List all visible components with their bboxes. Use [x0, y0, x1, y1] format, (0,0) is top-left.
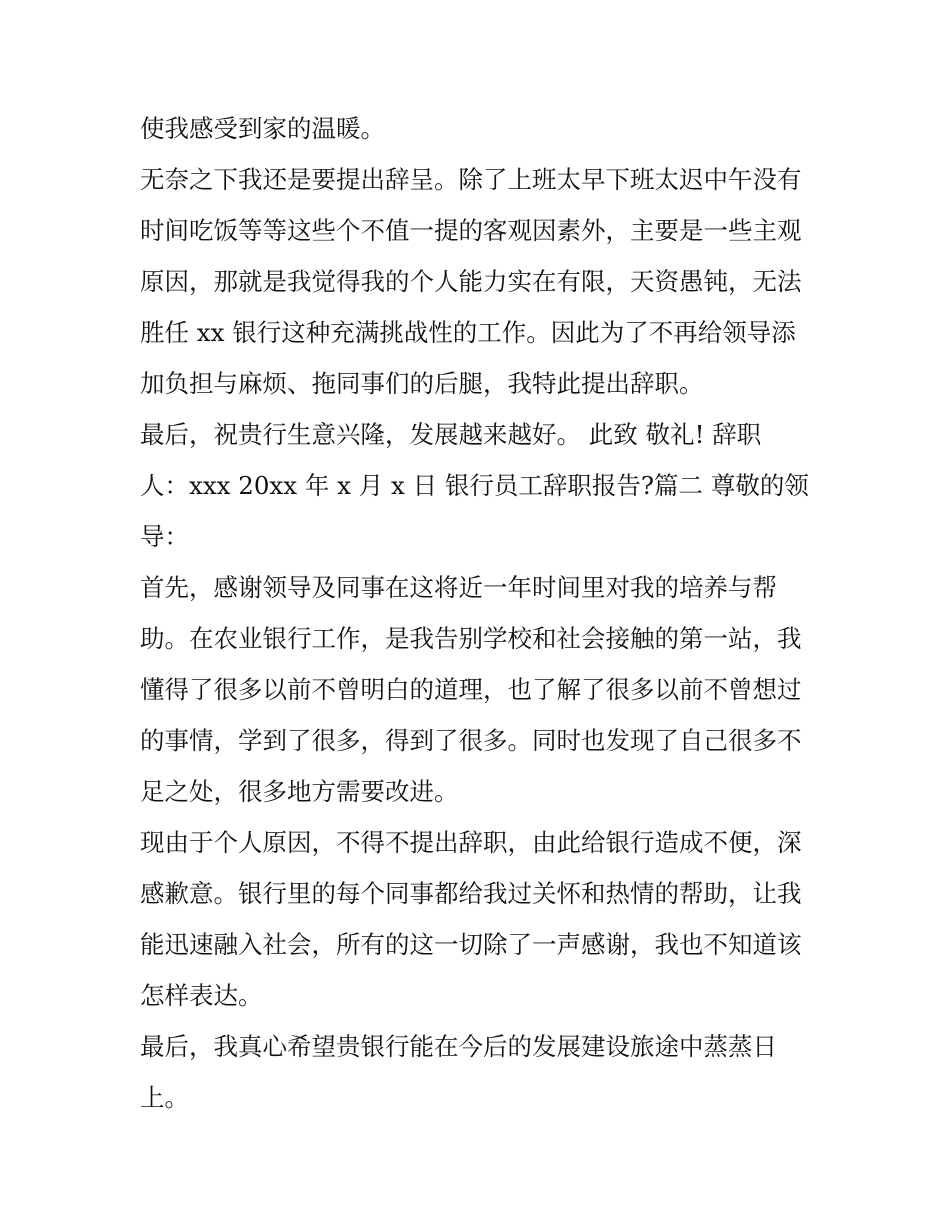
text-line: 助。在农业银行工作，是我告别学校和社会接触的第一站，我	[140, 624, 802, 653]
text-line: 上。	[140, 1083, 189, 1112]
text-line: 加负担与麻烦、拖同事们的后腿，我特此提出辞职。	[140, 369, 704, 398]
text-line: 胜任 xx 银行这种充满挑战性的工作。因此为了不再给领导添	[140, 318, 796, 347]
text-line: 使我感受到家的温暖。	[140, 114, 385, 143]
text-line: 最后，我真心希望贵银行能在今后的发展建设旅途中蒸蒸日	[140, 1032, 777, 1061]
document-body	[140, 103, 820, 1123]
text-line: 时间吃饭等等这些个不值一提的客观因素外，主要是一些主观	[140, 216, 802, 245]
text-line: 无奈之下我还是要提出辞呈。除了上班太早下班太迟中午没有	[140, 165, 802, 194]
text-line: 原因，那就是我觉得我的个人能力实在有限，天资愚钝，无法	[140, 267, 802, 296]
text-line: 能迅速融入社会，所有的这一切除了一声感谢，我也不知道该	[140, 930, 802, 959]
text-line: 的事情，学到了很多，得到了很多。同时也发现了自己很多不	[140, 726, 802, 755]
text-line: 足之处，很多地方需要改进。	[140, 777, 459, 806]
text-line: 导：	[140, 522, 189, 551]
text-line: 最后，祝贵行生意兴隆，发展越来越好。 此致 敬礼! 辞职	[140, 420, 762, 449]
text-line: 感歉意。银行里的每个同事都给我过关怀和热情的帮助，让我	[140, 879, 802, 908]
text-line: 首先，感谢领导及同事在这将近一年时间里对我的培养与帮	[140, 573, 777, 602]
text-line: 现由于个人原因，不得不提出辞职，由此给银行造成不便，深	[140, 828, 802, 857]
text-line: 人：xxx 20xx 年 x 月 x 日 银行员工辞职报告?篇二 尊敬的领	[140, 471, 809, 500]
text-line: 怎样表达。	[140, 981, 263, 1010]
text-line: 懂得了很多以前不曾明白的道理，也了解了很多以前不曾想过	[140, 675, 802, 704]
